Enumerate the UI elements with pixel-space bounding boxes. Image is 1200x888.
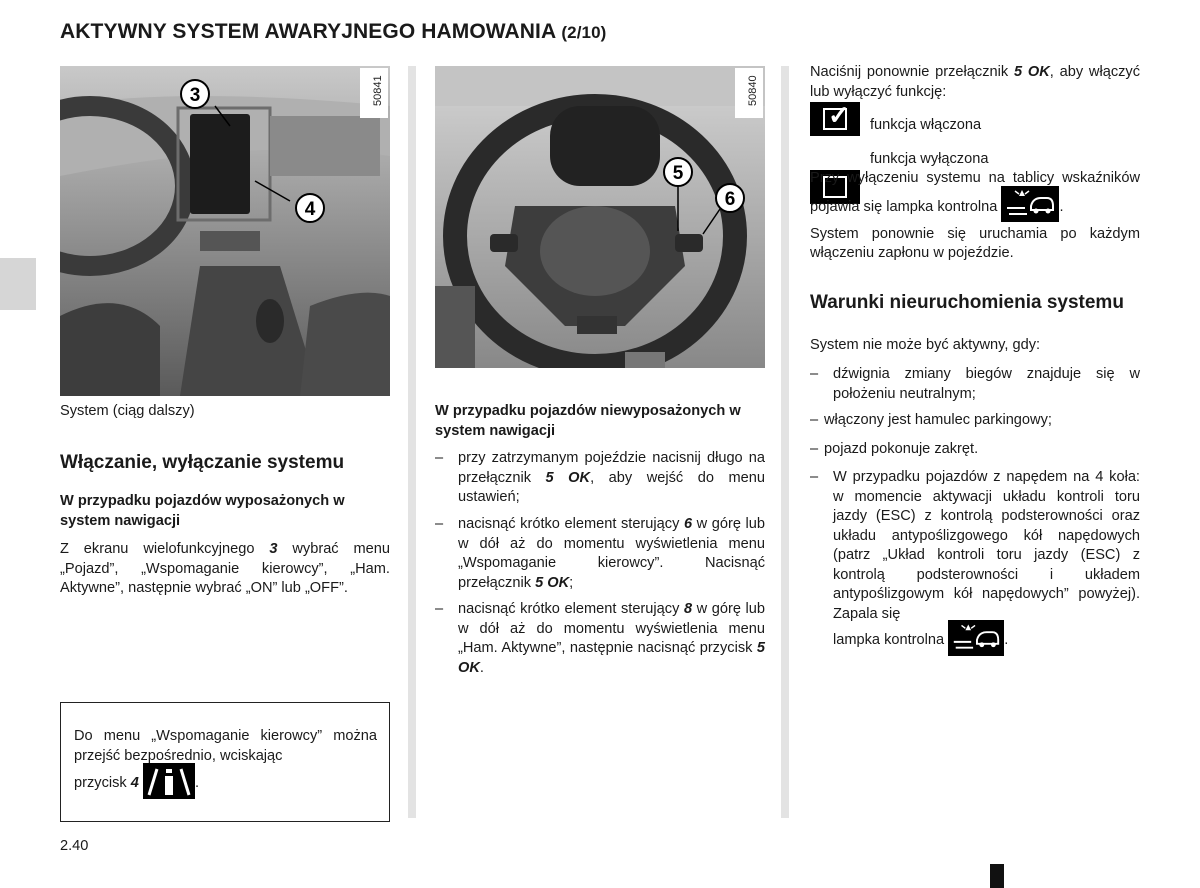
list-item: – nacisnąć krótko element sterujący 6 w górę lub w dół aż do momentu wyświetlenia menu „Wspomaganie kierowcy”. Nacisnąć przełącznik 5 OK;: [435, 516, 765, 591]
checkbox-checked-icon: ✓: [810, 102, 860, 136]
section-heading: Włączanie, wyłączanie systemu: [60, 452, 345, 473]
subheading: W przypadku pojazdów wyposażonych w system nawigacji: [60, 493, 345, 529]
column-gutter: [408, 66, 416, 818]
note-box: [60, 702, 390, 822]
note-tail: przycisk 4 .: [74, 765, 199, 801]
subheading: W przypadku pojazdów niewyposażonych w system nawigacji: [435, 403, 741, 439]
page-number: 2.40: [60, 838, 89, 854]
list-item: – dźwignia zmiany biegów znajduje się w położeniu neutralnym;: [810, 366, 1140, 402]
svg-text:4: 4: [304, 199, 316, 220]
section-heading: Warunki nieuruchomienia systemu: [810, 292, 1124, 313]
steering-wheel-photo: [435, 66, 765, 368]
page-counter: (2/10): [561, 23, 607, 42]
dashboard-photo: [60, 66, 390, 396]
svg-text:3: 3: [189, 85, 201, 106]
list-item: – nacisnąć krótko element sterujący 8 w górę lub w dół aż do momentu wyświetlenia menu „Ham. Aktywne”, następnie nacisnąć przycisk 5 OK.: [435, 601, 765, 676]
paragraph: Naciśnij ponownie przełącznik 5 OK, aby włączyć lub wyłączyć funkcję:: [810, 64, 1141, 100]
paragraph: System nie może być aktywny, gdy:: [810, 337, 1041, 353]
thumb-index-mark: [990, 864, 1004, 888]
list-item: – włączony jest hamulec parkingowy;: [810, 412, 1052, 428]
page-title: AKTYWNY SYSTEM AWARYJNEGO HAMOWANIA (2/10): [60, 20, 607, 43]
option-off-label: funkcja wyłączona: [870, 151, 989, 167]
paragraph: Z ekranu wielofunkcyjnego 3 wybrać menu „Pojazd”, „Wspomaganie kierowcy”, „Ham. Aktywne”, następnie wybrać „ON” lub „OFF”.: [60, 541, 390, 596]
note-text: Do menu „Wspomaganie kierowcy” można przejść bezpośrednio, wciskając: [74, 728, 377, 764]
brake-warning-lamp-icon: [1001, 186, 1059, 222]
section-tab: [0, 258, 36, 310]
column-gutter: [781, 66, 789, 818]
paragraph: Przy wyłączeniu systemu na tablicy wskaźników pojawia się lampka kontrolna . System ponownie się uruchamia po każdym włączeniu zapłonu w pojeździe.: [810, 170, 1140, 261]
list-item: – W przypadku pojazdów z napędem na 4 koła: w momencie aktywacji układu kontroli toru jazdy (ESC) z kontrolą podsterowności oraz układu antypoślizgowego kół napędowych (patrz „Układ kontroli toru jazdy (ESC) z kontrolą podsterowności i układem antypoślizgowym kół napędowych” powyżej). Zapala się: [810, 469, 1140, 622]
figure-code: 50840: [747, 75, 759, 106]
lane-assist-button-icon: [143, 763, 195, 799]
brake-warning-lamp-icon: [948, 620, 1004, 656]
svg-text:6: 6: [724, 189, 736, 210]
list-item: – przy zatrzymanym pojeździe nacisnij długo na przełącznik 5 OK, aby wejść do menu ustawień;: [435, 450, 765, 505]
option-on-label: funkcja włączona: [870, 117, 982, 133]
lamp-line: lampka kontrolna .: [833, 622, 1008, 658]
svg-text:5: 5: [672, 163, 684, 184]
list-item: – pojazd pokonuje zakręt.: [810, 441, 979, 457]
figure-caption: System (ciąg dalszy): [60, 403, 195, 419]
figure-code: 50841: [372, 75, 384, 106]
